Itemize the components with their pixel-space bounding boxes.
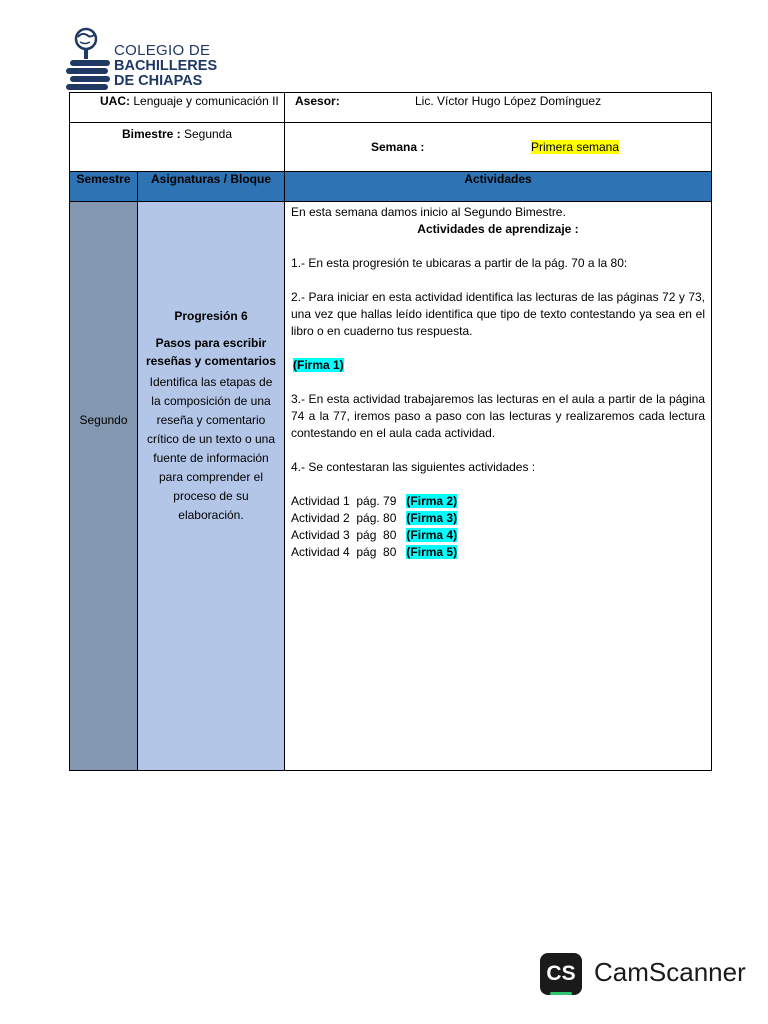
activity-1-text: 1.- En esta progresión te ubicaras a partir de la pág. 70 a la 80:: [291, 256, 628, 270]
uac-value: Lenguaje y comunicación II: [133, 94, 279, 108]
asesor-value: Lic. Víctor Hugo López Domínguez: [415, 94, 602, 108]
list-item: [291, 510, 705, 527]
firma-badge: (Firma 4): [406, 528, 458, 542]
semana-value: Primera semana: [531, 140, 620, 154]
activity-item-text: Actividad 3 pág 80: [291, 528, 397, 542]
bimestre-value: Segunda: [183, 127, 233, 141]
bimestre-row: [70, 123, 712, 172]
firma-badge: (Firma 2): [406, 494, 458, 508]
planning-table: [69, 92, 712, 771]
list-item: [291, 493, 705, 510]
colegio-logo: [66, 26, 226, 92]
firma-badge: (Firma 3): [406, 511, 458, 525]
progresion-subtitle: Pasos para escribir reseñas y comentarios: [145, 336, 277, 368]
progresion-description: Identifica las etapas de la composición de una reseña y comentario crítico de un texto o una fuente de información para comprender el proceso de su elaboración.: [146, 375, 276, 522]
camscanner-logo-icon: CS: [540, 953, 582, 995]
activity-item-text: Actividad 1 pág. 79: [291, 494, 397, 508]
asignatura-cell: [138, 202, 285, 771]
list-item: [291, 544, 705, 561]
actividades-cell: [285, 202, 712, 771]
semestre-cell: [70, 202, 138, 771]
table-header-row: [70, 172, 712, 202]
table-body-row: [70, 202, 712, 771]
uac-cell: [70, 93, 285, 123]
activity-item-text: Actividad 2 pág. 80: [291, 511, 397, 525]
uac-label: UAC:: [100, 94, 130, 108]
activities-heading: Actividades de aprendizaje :: [417, 222, 579, 236]
header-asignaturas: Asignaturas / Bloque: [138, 172, 285, 202]
semana-label: Semana :: [371, 140, 425, 154]
logo-line-1: COLEGIO DE: [114, 42, 211, 59]
uac-row: [70, 93, 712, 123]
bimestre-label: Bimestre :: [121, 127, 181, 141]
bimestre-cell: [70, 123, 285, 172]
asesor-label: Asesor:: [295, 94, 340, 108]
activity-3-text: 3.- En esta actividad trabajaremos las lecturas en el aula a partir de la página 74 a la 77, iremos paso a paso con las lecturas y realizaremos cada lectura contestando en el aula cada actividad.: [291, 392, 705, 440]
header-actividades: Actividades: [285, 172, 712, 202]
camscanner-watermark: CamScanner: [594, 957, 746, 987]
logo-line-3: DE CHIAPAS: [114, 73, 203, 89]
activity-item-text: Actividad 4 pág 80: [291, 545, 397, 559]
asesor-cell: [285, 93, 712, 123]
activities-intro: En esta semana damos inicio al Segundo Bimestre.: [291, 205, 566, 219]
list-item: [291, 527, 705, 544]
activity-4-text: 4.- Se contestaran las siguientes actividades :: [291, 460, 536, 474]
activity-2-text: 2.- Para iniciar en esta actividad identifica las lecturas de las páginas 72 y 73, una vez que hallas leído identifica que tipo de texto contestando ya sea en el libro o en cuaderno tus respuesta.: [291, 290, 705, 338]
firma-1-badge: (Firma 1): [293, 358, 344, 372]
semestre-value: Segundo: [79, 413, 128, 427]
books-globe-icon: [66, 26, 112, 92]
firma-badge: (Firma 5): [406, 545, 458, 559]
semana-cell: [285, 123, 712, 172]
progresion-title: Progresión 6: [174, 309, 248, 323]
header-semestre: Semestre: [70, 172, 138, 202]
logo-line-2: BACHILLERES: [114, 58, 218, 74]
